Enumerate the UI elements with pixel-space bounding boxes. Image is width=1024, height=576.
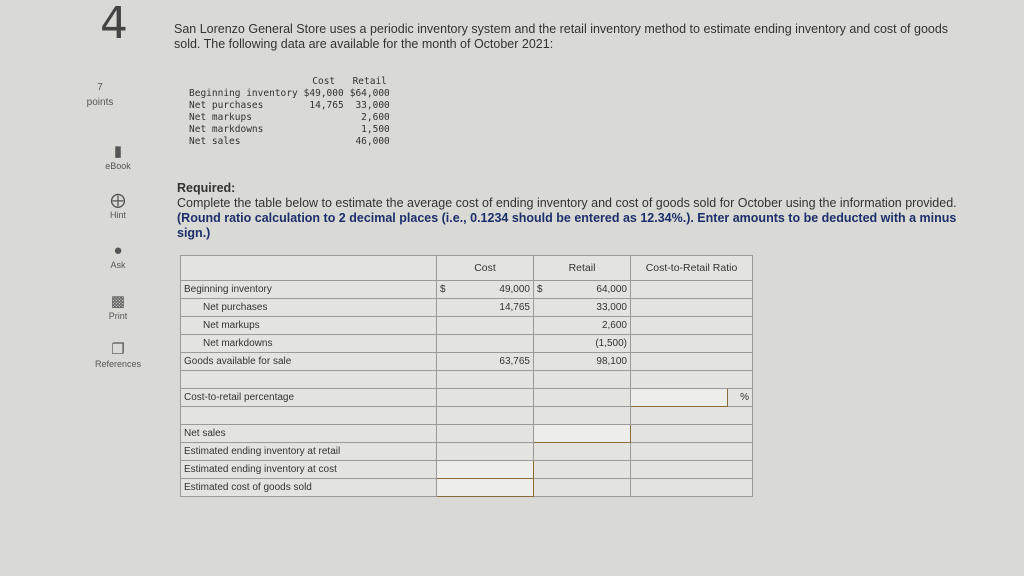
ending-cost-input[interactable] [437, 461, 534, 479]
row-label: Net sales [181, 425, 437, 443]
given-label: Net sales [189, 136, 241, 147]
percent-sign: % [728, 389, 753, 407]
required-instruction: (Round ratio calculation to 2 decimal places (i.e., 0.1234 should be entered as 12.34%.). Enter amounts to be deducted with a minus sign.) [177, 211, 957, 240]
ending-retail-value [534, 443, 631, 461]
given-header-cost: Cost [312, 76, 336, 87]
spacer [437, 371, 534, 389]
sidebar-ask-label: Ask [110, 260, 126, 270]
cost-value [437, 335, 534, 353]
points-indicator [80, 80, 120, 110]
retail-value: 98,100 [534, 353, 631, 371]
answer-table [180, 255, 753, 497]
row-label: Estimated ending inventory at retail [181, 443, 437, 461]
cost-value: 63,765 [437, 353, 534, 371]
given-retail: 33,000 [355, 100, 390, 111]
ratio-empty [631, 479, 753, 497]
given-label: Net markups [189, 112, 252, 123]
header-blank [181, 256, 437, 281]
retail-empty [534, 461, 631, 479]
given-retail: 46,000 [355, 136, 390, 147]
ratio-empty [631, 299, 753, 317]
spacer [534, 407, 631, 425]
ask-icon: ● [113, 242, 123, 259]
ratio-empty [631, 317, 753, 335]
given-retail: 1,500 [361, 124, 390, 135]
required-section [177, 181, 957, 241]
ratio-input[interactable] [631, 389, 728, 407]
references-icon: ❐ [111, 341, 125, 358]
spacer [181, 371, 437, 389]
cost-value: 14,765 [437, 299, 534, 317]
sidebar-ask[interactable] [88, 242, 148, 270]
given-cost [301, 112, 347, 124]
spacer [631, 407, 753, 425]
given-cost: $49,000 [303, 88, 344, 99]
ratio-empty [631, 353, 753, 371]
cost-value [437, 317, 534, 335]
retail-value: 64,000 [554, 281, 631, 299]
row-label: Net markups [181, 317, 437, 335]
points-value: 7 [97, 82, 103, 93]
cost-currency: $ [437, 281, 458, 299]
given-header-retail: Retail [352, 76, 387, 87]
ratio-empty [631, 443, 753, 461]
sidebar-ebook-label: eBook [105, 161, 131, 171]
hint-icon: ⨁ [110, 192, 126, 209]
cost-empty [437, 389, 534, 407]
sidebar-ebook[interactable] [88, 143, 148, 171]
ratio-empty [631, 281, 753, 299]
sidebar-hint[interactable] [88, 192, 148, 220]
given-label: Net purchases [189, 100, 264, 111]
sidebar-references-label: References [94, 359, 142, 369]
given-cost [301, 124, 347, 136]
retail-empty [534, 389, 631, 407]
required-title: Required: [177, 181, 236, 195]
spacer [181, 407, 437, 425]
row-label: Cost-to-retail percentage [181, 389, 437, 407]
sidebar-print[interactable] [88, 293, 148, 321]
cost-empty [437, 443, 534, 461]
row-label: Estimated ending inventory at cost [181, 461, 437, 479]
given-cost: 14,765 [309, 100, 344, 111]
retail-value: (1,500) [534, 335, 631, 353]
spacer [631, 371, 753, 389]
row-label: Net markdowns [181, 335, 437, 353]
cogs-input[interactable] [437, 479, 534, 497]
retail-value: 33,000 [534, 299, 631, 317]
retail-value: 2,600 [534, 317, 631, 335]
ratio-empty [631, 461, 753, 479]
given-retail: $64,000 [349, 88, 390, 99]
given-cost [301, 136, 347, 148]
sidebar-print-label: Print [108, 311, 128, 321]
given-data [186, 76, 393, 148]
print-icon: ▩ [110, 293, 126, 310]
points-label: points [86, 97, 114, 108]
header-cost: Cost [437, 256, 534, 281]
spacer [437, 407, 534, 425]
row-label: Net purchases [181, 299, 437, 317]
row-label: Estimated cost of goods sold [181, 479, 437, 497]
spacer [534, 371, 631, 389]
row-label: Goods available for sale [181, 353, 437, 371]
ratio-empty [631, 335, 753, 353]
given-label: Net markdowns [189, 124, 264, 135]
header-ratio: Cost-to-Retail Ratio [631, 256, 753, 281]
cost-value: 49,000 [457, 281, 534, 299]
net-sales-retail-input[interactable] [534, 425, 631, 443]
sidebar-hint-label: Hint [109, 210, 126, 220]
given-label: Beginning inventory [189, 88, 298, 99]
sidebar-references[interactable] [88, 341, 148, 369]
retail-empty [534, 479, 631, 497]
question-number: 4 [100, 0, 128, 49]
book-icon: ▮ [113, 143, 123, 160]
header-retail: Retail [534, 256, 631, 281]
cost-empty [437, 425, 534, 443]
given-retail: 2,600 [361, 112, 390, 123]
problem-prompt: San Lorenzo General Store uses a periodic inventory system and the retail inventory method to estimate ending inventory and cost of goods sold. The following data are available for the month of October 2021: [174, 22, 949, 51]
required-text: Complete the table below to estimate the average cost of ending inventory and cost of goods sold for October using the information provided. [177, 196, 957, 210]
row-label: Beginning inventory [181, 281, 437, 299]
retail-currency: $ [534, 281, 555, 299]
ratio-empty [631, 425, 753, 443]
